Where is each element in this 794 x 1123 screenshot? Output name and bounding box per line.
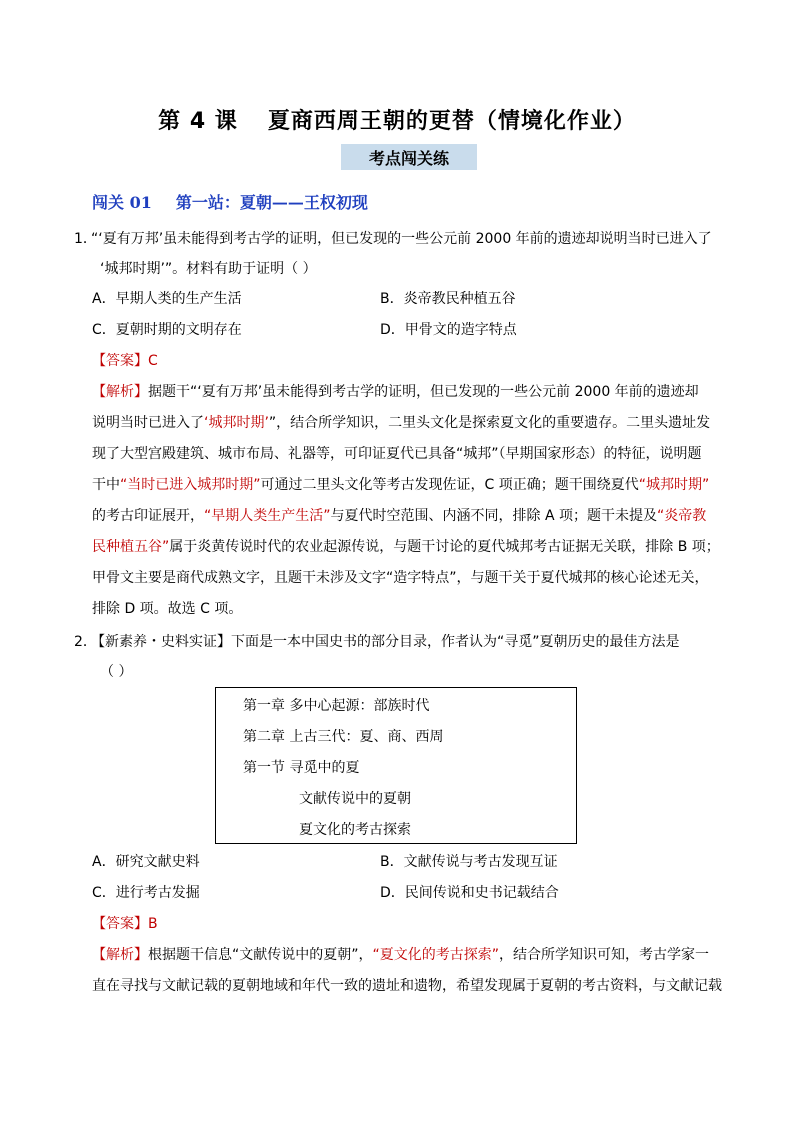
q2-stem-line-2: （ ）: [100, 664, 133, 680]
q2-analysis-quote-1b: “文献传说中的夏朝”: [232, 947, 359, 963]
q1-answer-tag: 【答案】: [92, 353, 148, 369]
q1-analysis-text-1: 据题干“‘夏有万邦’虽未能得到考古学的证明，但已发现的一些公元前 2000 年前的遗迹却: [148, 384, 699, 400]
q1-analysis-quote-4b: “当时已进入城邦时期”: [120, 477, 261, 493]
toc-item: 第二章 上古三代：夏、商、西周: [243, 729, 444, 745]
q1-analysis-line-1: [92, 382, 699, 402]
q1-option-a: A．早期人类的生产生活: [92, 291, 242, 307]
q2-stem-line-1: 【新素养・史料实证】下面是一本中国史书的部分目录，作者认为“寻觅”夏朝历史的最佳方法是: [91, 634, 680, 650]
q1-analysis-quote-4d: “城邦时期”: [638, 477, 710, 493]
q2-analysis-text-1e: ，结合所学知识可知，考古学家一: [499, 947, 710, 963]
table-of-contents-box: [215, 687, 577, 844]
section-heading: [92, 190, 368, 213]
q2-answer-tag: 【答案】: [92, 916, 148, 932]
toc-item: 文献传说中的夏朝: [299, 791, 411, 807]
q1-analysis-line-2: [92, 413, 710, 433]
q1-analysis-line-7: 甲骨文主要是商代成熟文字，且题干未涉及文字“造字特点”，与题干关于夏代城邦的核心论述无关，: [92, 570, 709, 586]
toc-item: 夏文化的考古探索: [299, 822, 411, 838]
q1-analysis-text-4c: 可通过二里头文化等考古发现佐证，C 项正确；题干围绕夏代: [260, 477, 639, 493]
q1-analysis-text-5c: 与夏代时空范围、内涵不同，排除 A 项；题干未提及: [330, 508, 657, 524]
q2-analysis-quote-1d: “夏文化的考古探索”: [372, 947, 500, 963]
q2-analysis-line-2: 直在寻找与文献记载的夏朝地域和年代一致的遗址和遗物，希望发现属于夏朝的考古资料，与文献记载: [92, 978, 722, 994]
q2-analysis-text-1c: ，: [358, 947, 373, 963]
lesson-number: 第 4 课: [158, 109, 238, 134]
q2-option-b: B．文献传说与考古发现互证: [380, 854, 558, 870]
q2-answer-value: B: [148, 916, 158, 932]
q1-analysis-text-2a: 说明当时已进入了: [92, 415, 204, 431]
q1-analysis-text-6b: 属于炎黄传说时代的农业起源传说，与题干讨论的夏代城邦考古证据无关联，排除 B 项；: [169, 539, 720, 555]
q2-number: 2．: [74, 634, 97, 650]
q2-option-c: C．进行考古发掘: [92, 885, 200, 901]
q1-analysis-quote-5d: “炎帝教: [657, 508, 707, 524]
q1-number: 1．: [74, 231, 97, 247]
q2-answer: [92, 914, 158, 934]
q1-analysis-text-2c: ”，结合所学知识，二里头文化是探索夏文化的重要遗存。二里头遗址发: [268, 415, 711, 431]
q2-analysis-line-1: [92, 945, 709, 965]
q1-answer: [92, 351, 158, 371]
toc-item: 第一章 多中心起源：部族时代: [243, 698, 430, 714]
q1-analysis-text-5a: 的考古印证展开，: [92, 508, 204, 524]
q2-option-a: A．研究文献史料: [92, 854, 200, 870]
section-label: 闯关 01: [92, 193, 152, 212]
q1-analysis-line-6: [92, 537, 720, 557]
page-title: [0, 104, 794, 135]
q1-analysis-quote-5b: “早期人类生产生活”: [204, 508, 331, 524]
q2-analysis-tag: 【解析】: [92, 947, 148, 963]
q1-analysis-text-4a: 干中: [92, 477, 120, 493]
q1-analysis-line-5: [92, 506, 706, 526]
section-title: 第一站：夏朝——王权初现: [175, 193, 368, 212]
q1-stem-line-1: “‘夏有万邦’虽未能得到考古学的证明，但已发现的一些公元前 2000 年前的遗迹却说明当时已进入了: [91, 231, 712, 247]
q1-analysis-quote-6a: 民种植五谷”: [92, 539, 170, 555]
q1-stem-line-2: ‘城邦时期’”。材料有助于证明（ ）: [100, 261, 317, 277]
q1-analysis-tag: 【解析】: [92, 384, 148, 400]
q1-analysis-line-4: [92, 475, 709, 495]
q1-analysis-line-3: 现了大型宫殿建筑、城市布局、礼器等，可印证夏代已具备“城邦”（早期国家形态）的特征，说明题: [92, 446, 702, 462]
q1-option-c: C．夏朝时期的文明存在: [92, 322, 242, 338]
q1-analysis-line-8: 排除 D 项。故选 C 项。: [92, 601, 243, 617]
q2-analysis-text-1a: 根据题干信息: [148, 947, 232, 963]
q1-answer-value: C: [148, 353, 158, 369]
lesson-title: 夏商西周王朝的更替（情境化作业）: [267, 109, 636, 134]
q1-option-d: D．甲骨文的造字特点: [380, 322, 517, 338]
q1-analysis-quote-2b: ‘城邦时期’: [204, 415, 269, 431]
q1-option-b: B．炎帝教民种植五谷: [380, 291, 516, 307]
banner-label: 考点闯关练: [368, 149, 449, 168]
toc-item: 第一节 寻觅中的夏: [243, 760, 360, 776]
q2-option-d: D．民间传说和史书记载结合: [380, 885, 559, 901]
